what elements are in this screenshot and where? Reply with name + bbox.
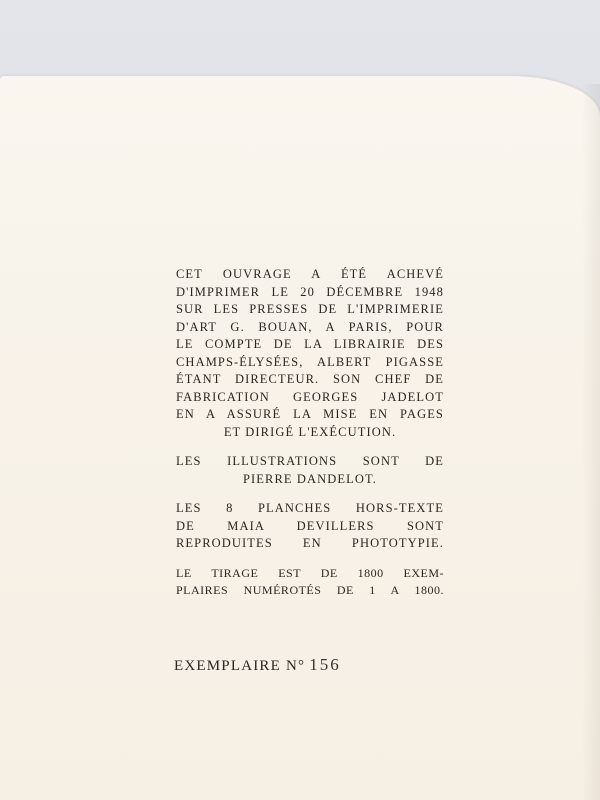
copy-number-value: 156 — [309, 655, 341, 674]
colophon-paragraph-illustrations — [176, 453, 444, 488]
colophon-line: DE MAIA DEVILLERS SONT — [176, 518, 444, 533]
colophon-line: ET DIRIGÉ L'EXÉCUTION. — [223, 424, 397, 439]
copy-number — [174, 655, 374, 675]
copy-number-label: EXEMPLAIRE N° — [174, 658, 306, 674]
colophon-line: LES ILLUSTRATIONS SONT DE — [176, 454, 444, 468]
colophon-line: CET OUVRAGE A ÉTÉ ACHEVÉ — [176, 267, 444, 281]
page-edge-shadow — [582, 84, 600, 800]
colophon-paragraph-printing — [176, 266, 444, 441]
colophon-line: D'IMPRIMER LE 20 DÉCEMBRE 1948 — [176, 284, 444, 299]
colophon-paragraph-print-run — [176, 565, 444, 600]
colophon-line: LES 8 PLANCHES HORS-TEXTE — [176, 501, 444, 515]
colophon-line: EN A ASSURÉ LA MISE EN PAGES — [176, 407, 444, 421]
colophon — [176, 266, 444, 612]
colophon-line: D'ART G. BOUAN, A PARIS, POUR — [176, 319, 444, 334]
colophon-line: PIERRE DANDELOT. — [242, 471, 378, 486]
colophon-line: SUR LES PRESSES DE L'IMPRIMERIE — [176, 302, 444, 316]
colophon-paragraph-plates — [176, 500, 444, 553]
colophon-line: LE COMPTE DE LA LIBRAIRIE DES — [176, 337, 444, 351]
colophon-line: PLAIRES NUMÉROTÉS DE 1 A 1800. — [176, 583, 444, 597]
colophon-line: LE TIRAGE EST DE 1800 EXEM- — [176, 565, 444, 580]
colophon-line: CHAMPS-ÉLYSÉES, ALBERT PIGASSE — [176, 354, 444, 369]
colophon-line: FABRICATION GEORGES JADELOT — [176, 389, 444, 404]
colophon-line: REPRODUITES EN PHOTOTYPIE. — [176, 536, 444, 550]
colophon-line: ÉTANT DIRECTEUR. SON CHEF DE — [176, 372, 444, 386]
